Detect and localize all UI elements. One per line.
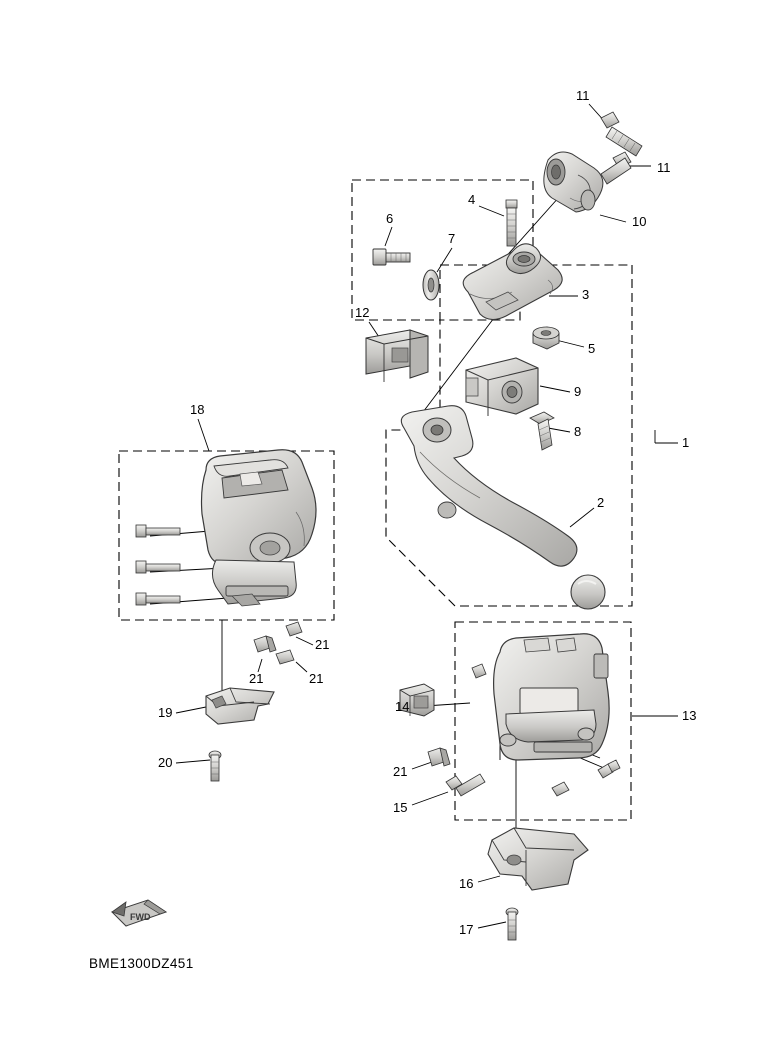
fwd-label: FWD	[130, 912, 151, 922]
callout-11-upper: 11	[576, 88, 590, 103]
part-18-switch-housing	[202, 450, 317, 606]
callout-21-a: 21	[315, 637, 330, 652]
callout-17: 17	[459, 922, 474, 937]
part-21-clips-left	[254, 622, 302, 664]
part-20-bolt	[209, 751, 221, 781]
callout-8: 8	[574, 424, 582, 439]
part-19-bracket	[206, 688, 274, 724]
callout-3: 3	[582, 287, 590, 302]
callout-11-lower: 11	[657, 160, 671, 175]
callout-9: 9	[574, 384, 582, 399]
diagram-part-code: BME1300DZ451	[89, 956, 194, 971]
callout-18: 18	[190, 402, 205, 417]
callout-16: 16	[459, 876, 474, 891]
callout-15: 15	[393, 800, 408, 815]
callout-12: 12	[355, 305, 370, 320]
part-17-bolt	[506, 908, 518, 940]
callout-19: 19	[158, 705, 173, 720]
callout-1: 1	[682, 435, 690, 450]
part-11-bolt-lower	[601, 152, 631, 184]
part-16-bracket	[488, 828, 588, 890]
part-8-bolt	[530, 412, 554, 450]
part-13-switch-housing	[494, 634, 610, 760]
part-11-bolt-upper	[601, 112, 642, 156]
callout-10: 10	[632, 214, 647, 229]
callout-7: 7	[448, 231, 456, 246]
callout-20: 20	[158, 755, 173, 770]
part-15-bolt	[446, 774, 485, 796]
part-21-clip-right	[428, 748, 450, 766]
part-3-master-cylinder-body	[463, 244, 562, 320]
callout-21-d: 21	[393, 764, 408, 779]
callout-14: 14	[395, 699, 410, 714]
part-18-mounting-bolts	[136, 525, 180, 605]
part-12-block	[366, 330, 428, 382]
callout-2: 2	[597, 495, 605, 510]
callout-13: 13	[682, 708, 697, 723]
callout-21-b: 21	[249, 671, 264, 686]
part-9-switch-block	[466, 358, 538, 416]
part-10-handlebar-clamp	[544, 152, 603, 212]
callout-5: 5	[588, 341, 596, 356]
part-5-nut	[533, 327, 559, 349]
part-4-bolt	[506, 200, 517, 246]
callout-21-c: 21	[309, 671, 324, 686]
part-7-washer	[423, 270, 439, 300]
callout-4: 4	[468, 192, 476, 207]
part-6-bolt	[373, 249, 410, 265]
callout-6: 6	[386, 211, 394, 226]
